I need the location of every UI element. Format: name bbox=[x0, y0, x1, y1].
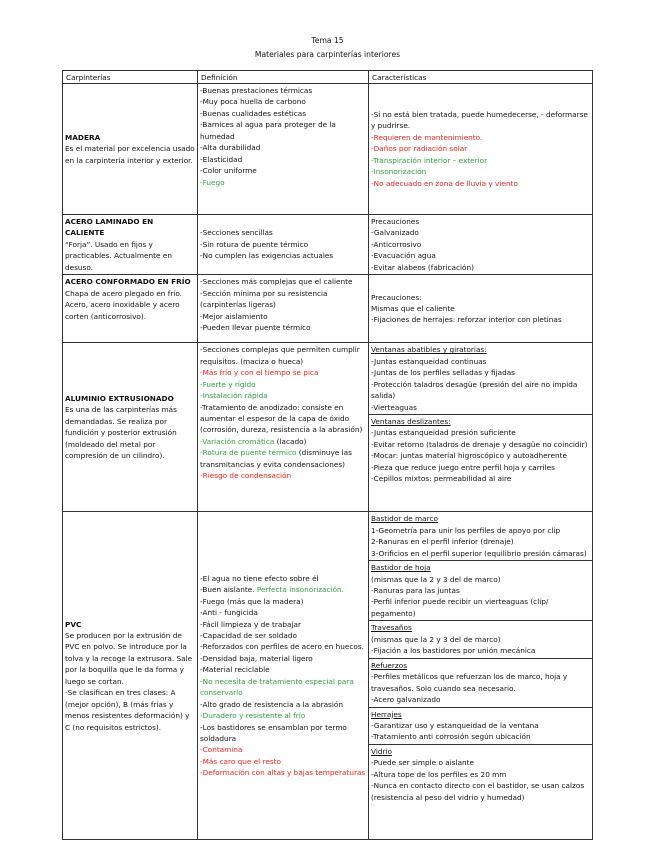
definition-text: -Alto grado de resistencia a la abrasión bbox=[200, 699, 343, 709]
characteristic-item: -Requieren de mantenimiento. bbox=[371, 132, 483, 142]
definition-item bbox=[200, 607, 366, 618]
definition-text: -Contamina bbox=[200, 745, 243, 755]
definition-note: (lacado) bbox=[274, 436, 307, 446]
definicion-cell bbox=[198, 343, 369, 512]
definition-text: -Tratamiento de anodizado: consiste en aumentar el espesor de la capa de óxido (corrosión, dureza, resistencia a la abrasión) bbox=[200, 402, 363, 435]
characteristic-group-heading: Ventanas abatibles y giratorias: bbox=[371, 345, 487, 355]
page-subtitle: Materiales para carpinterías interiores bbox=[254, 50, 401, 59]
definition-text: -Mejor aislamiento bbox=[200, 311, 268, 321]
definition-item bbox=[200, 367, 366, 378]
definition-text: -Deformación con altas y bajas temperaturas bbox=[200, 768, 366, 778]
table-row bbox=[63, 343, 593, 512]
characteristic-item: -Anticorrosivo bbox=[371, 239, 422, 249]
definicion-cell bbox=[198, 275, 369, 343]
characteristic-group-heading: Herrajes bbox=[371, 709, 402, 719]
characteristic-group-heading: Travesaños bbox=[371, 623, 412, 633]
definition-text: -Barnices al agua para proteger de la humedad bbox=[200, 120, 336, 141]
characteristic-item: -No adecuado en zona de lluvia y viento bbox=[371, 178, 518, 188]
definition-item bbox=[200, 177, 366, 188]
definition-item bbox=[200, 699, 366, 710]
definition-text: -Rotura de puente térmico bbox=[200, 448, 297, 458]
definition-item bbox=[200, 119, 366, 142]
definition-item bbox=[200, 756, 366, 767]
table-row bbox=[63, 215, 593, 275]
definition-item bbox=[200, 710, 366, 721]
definition-item bbox=[200, 311, 366, 322]
definition-text: -El agua no tiene efecto sobre él bbox=[200, 573, 319, 583]
characteristic-item: -Pieza que reduce juego entre perfil hoja y carriles bbox=[371, 462, 555, 472]
definition-item bbox=[200, 744, 366, 755]
carpinteria-cell bbox=[63, 275, 198, 343]
definition-text: -No cumplen las exigencias actuales bbox=[200, 251, 334, 261]
characteristic-item: -Cepillos mixtos: permeabilidad al aire bbox=[371, 474, 512, 484]
header-carpinterias: Carpinterías bbox=[63, 71, 198, 84]
carpinteria-cell bbox=[63, 84, 198, 215]
definition-item bbox=[200, 165, 366, 176]
definition-text: -No necesita de tratamiento especial para conservarlo bbox=[200, 676, 354, 698]
table-header-row bbox=[63, 71, 593, 84]
definition-item bbox=[200, 676, 366, 699]
table-row bbox=[63, 512, 593, 840]
definition-text: -Variación cromática bbox=[200, 436, 275, 446]
definition-item bbox=[200, 447, 366, 470]
definition-item bbox=[200, 653, 366, 664]
definition-text: -Material reciclable bbox=[200, 665, 270, 675]
material-classification: -Se clasifican en tres clases: A (mejor opción), B (más frías y menos resistentes deformación) y C (no requisitos estrictos). bbox=[65, 688, 190, 732]
definition-item bbox=[200, 85, 366, 96]
definition-text: -Color uniforme bbox=[200, 166, 257, 176]
definition-item bbox=[200, 379, 366, 390]
header-caracteristicas: Características bbox=[369, 71, 593, 84]
material-description: Es el material por excelencia usado en la carpintería interior y exterior. bbox=[65, 144, 195, 165]
characteristic-group bbox=[369, 620, 592, 656]
caracteristicas-cell bbox=[369, 343, 593, 512]
definition-text: -Reforzados con perfiles de acero en huecos. bbox=[200, 642, 364, 652]
definition-text: -Pueden llevar puente térmico bbox=[200, 323, 311, 333]
page-title: Tema 15 bbox=[311, 36, 344, 45]
definition-item bbox=[200, 402, 366, 436]
caracteristicas-cell bbox=[369, 512, 593, 840]
definition-note: (disminuye las transmitancias y evita condensaciones) bbox=[200, 448, 352, 469]
definition-item bbox=[200, 108, 366, 119]
material-name: MADERA bbox=[65, 132, 101, 142]
characteristic-item: -Galvanizado bbox=[371, 228, 419, 238]
table-row bbox=[63, 84, 593, 215]
characteristic-item: -Vierteaguas bbox=[371, 402, 417, 412]
characteristic-item: Precauciones: bbox=[371, 292, 422, 302]
characteristic-group-heading: Refuerzos bbox=[371, 660, 408, 670]
definition-text: -Muy poca huella de carbono bbox=[200, 97, 306, 107]
characteristic-item: Precauciones bbox=[371, 217, 420, 226]
definition-text: -Capacidad de ser soldado bbox=[200, 630, 297, 640]
characteristic-item: 3-Orificios en el perfil superior (equilibrio presión cámaras) bbox=[371, 548, 587, 558]
definition-text: -Buenas prestaciones térmicas bbox=[200, 86, 313, 95]
material-name: ACERO CONFORMADO EN FRÍO bbox=[65, 277, 191, 287]
definicion-cell bbox=[198, 512, 369, 840]
characteristic-item: (mismas que la 2 y 3 del de marco) bbox=[371, 574, 501, 584]
characteristic-group bbox=[369, 560, 592, 619]
characteristic-item: -Puede ser simple o aislante bbox=[371, 758, 475, 768]
characteristic-item: -Protección taladros desagüe (presión del aire no impida salida) bbox=[371, 379, 578, 401]
definition-item bbox=[200, 227, 366, 238]
definition-item bbox=[200, 596, 366, 607]
definition-text: -Sección mínima por su resistencia (carpinterías ligeras) bbox=[200, 288, 328, 310]
definition-text: -Alta durabilidad bbox=[200, 143, 261, 153]
definition-item bbox=[200, 390, 366, 401]
carpinteria-cell bbox=[63, 512, 198, 840]
characteristic-item: -Perfil inferior puede recibir un vierteaguas (clip/ pegamento) bbox=[371, 597, 549, 618]
characteristic-item: -Fijaciones de herrajes: reforzar interior con pletinas bbox=[371, 315, 562, 325]
definition-item bbox=[200, 470, 366, 481]
definition-item bbox=[200, 344, 366, 367]
characteristic-item: -Juntas estanqueidad presión suficiente bbox=[371, 428, 516, 438]
definition-text: -Secciones más complejas que el caliente bbox=[200, 277, 353, 287]
characteristic-item: -Nunca en contacto directo con el bastidor, se usan calzos (resistencia al peso del vidrio y humedad) bbox=[371, 781, 585, 802]
definition-text: -Secciones complejas que permiten cumplir requisitos. (maciza o hueca) bbox=[200, 345, 360, 366]
definition-item bbox=[200, 573, 366, 584]
definition-item bbox=[200, 664, 366, 675]
definition-item bbox=[200, 239, 366, 250]
characteristic-group-heading: Vidrio bbox=[371, 746, 392, 756]
definition-item bbox=[200, 436, 366, 447]
definition-text: -Secciones sencillas bbox=[200, 228, 273, 238]
definition-text: -Densidad baja, material ligero bbox=[200, 653, 313, 663]
definition-item bbox=[200, 154, 366, 165]
material-name: ACERO LAMINADO EN CALIENTE bbox=[65, 217, 154, 238]
carpinteria-cell bbox=[63, 343, 198, 512]
characteristic-group-heading: Bastidor de marco bbox=[371, 514, 438, 524]
material-description: Es una de las carpinterías más demandadas. Se realiza por fundición y posterior extrusión (moldeado del metal por compresión de un cilindro). bbox=[65, 405, 177, 461]
material-description: “Forja”. Usado en fijos y practicables. Actualmente en desuso. bbox=[65, 239, 172, 272]
characteristic-group-heading: Ventanas deslizantes: bbox=[371, 416, 451, 426]
definition-highlight: Perfecta insonorización. bbox=[256, 585, 344, 595]
definition-item bbox=[200, 322, 366, 333]
definition-item bbox=[200, 630, 366, 641]
characteristic-item: Mismas que el caliente bbox=[371, 304, 455, 314]
definition-text: -Elasticidad bbox=[200, 154, 243, 164]
characteristic-group bbox=[371, 344, 590, 413]
definition-item bbox=[200, 641, 366, 652]
characteristic-item: -Altura tope de los perfiles es 20 mm bbox=[371, 769, 507, 779]
definition-text: -Más frío y con el tiempo se pica bbox=[200, 368, 319, 378]
definition-text: -Duradero y resistente al frío bbox=[200, 711, 306, 721]
carpinteria-cell bbox=[63, 215, 198, 275]
definition-item bbox=[200, 722, 366, 745]
definition-item bbox=[200, 767, 366, 778]
caracteristicas-cell bbox=[369, 84, 593, 215]
materials-table bbox=[62, 70, 593, 840]
definicion-cell bbox=[198, 215, 369, 275]
definition-item bbox=[200, 96, 366, 107]
characteristic-item: -Juntas de los perfiles selladas y fijadas bbox=[371, 368, 515, 378]
header-definicion: Definición bbox=[198, 71, 369, 84]
characteristic-item: 2-Ranuras en el perfil inferior (drenaje) bbox=[371, 537, 514, 547]
characteristic-item: -Garantizar uso y estanqueidad de la ventana bbox=[371, 720, 539, 730]
definition-item bbox=[200, 142, 366, 153]
characteristic-group bbox=[369, 744, 592, 803]
characteristic-group bbox=[369, 658, 592, 706]
definition-text: -Instalación rápida bbox=[200, 391, 268, 401]
material-name: PVC bbox=[65, 619, 82, 629]
definition-item bbox=[200, 619, 366, 630]
definition-text: -Riesgo de condensación bbox=[200, 471, 292, 481]
characteristic-group bbox=[369, 707, 592, 743]
table-row bbox=[63, 275, 593, 343]
definition-text: -Fácil limpieza y de trabajar bbox=[200, 619, 301, 629]
definition-text: -Los bastidores se ensamblan por termo soldadura bbox=[200, 722, 347, 744]
characteristic-item: -Evitar retorno (taladros de drenaje y desagüe no coincidir) bbox=[371, 439, 588, 449]
material-description: Se producen por la extrusión de PVC en polvo. Se introduce por la tolva y la recoge la extrusora. Sale por la boquilla que le da forma y luego se cortan. bbox=[65, 630, 193, 686]
definition-text: -Anti - fungicida bbox=[200, 608, 258, 618]
characteristic-item: -Insonorización bbox=[371, 167, 427, 177]
characteristic-item: -Tratamiento anti corrosión según ubicación bbox=[371, 732, 531, 742]
caracteristicas-cell bbox=[369, 275, 593, 343]
definition-item bbox=[200, 276, 366, 287]
definition-text: -Fuego bbox=[200, 177, 225, 187]
definition-text: -Más caro que el resto bbox=[200, 756, 281, 766]
definition-item bbox=[200, 584, 366, 595]
definition-item bbox=[200, 250, 366, 261]
characteristic-item: -Mocar: juntas material higroscópico y autoadherente bbox=[371, 451, 567, 461]
material-description: Chapa de acero plegado en frío. Acero, acero inoxidable y acero corten (anticorrosivo). bbox=[65, 288, 183, 321]
definition-text: -Buen aislante. bbox=[200, 585, 257, 595]
caracteristicas-cell bbox=[369, 215, 593, 275]
characteristic-item: -Si no está bien tratada, puede humedecerse, - deformarse y pudrirse. bbox=[371, 109, 588, 131]
characteristic-group bbox=[369, 414, 592, 485]
characteristic-item: -Perfiles metálicos que refuerzan los de marco, hoja y travesaños. Solo cuando sea necesario. bbox=[371, 672, 568, 693]
characteristic-item: -Juntas estanqueidad continuas bbox=[371, 356, 487, 366]
characteristic-group-heading: Bastidor de hoja bbox=[371, 563, 431, 573]
characteristic-item: -Transpiración interior – exterior bbox=[371, 155, 488, 165]
definition-text: -Fuerte y rígido bbox=[200, 379, 256, 389]
characteristic-item: (mismas que la 2 y 3 del de marco) bbox=[371, 634, 501, 644]
characteristic-item: -Fijación a los bastidores por unión mecánica bbox=[371, 646, 536, 656]
definition-text: -Sin rotura de puente térmico bbox=[200, 239, 309, 249]
characteristic-group bbox=[371, 513, 590, 559]
characteristic-item: -Ranuras para las juntas bbox=[371, 585, 460, 595]
definition-item bbox=[200, 288, 366, 311]
material-name: ALUMINIO EXTRUSIONADO bbox=[65, 393, 174, 403]
definicion-cell bbox=[198, 84, 369, 215]
characteristic-item: -Evitar alabeos (fabricación) bbox=[371, 262, 474, 272]
characteristic-item: -Acero galvanizado bbox=[371, 695, 441, 705]
characteristic-item: -Daños por radiación solar bbox=[371, 144, 468, 154]
definition-text: -Fuego (más que la madera) bbox=[200, 596, 304, 606]
definition-text: -Buenas cualidades estéticas bbox=[200, 108, 307, 118]
characteristic-item: 1-Geometría para unir los perfiles de apoyo por clip bbox=[371, 525, 561, 535]
characteristic-item: -Evacuación agua bbox=[371, 251, 436, 261]
